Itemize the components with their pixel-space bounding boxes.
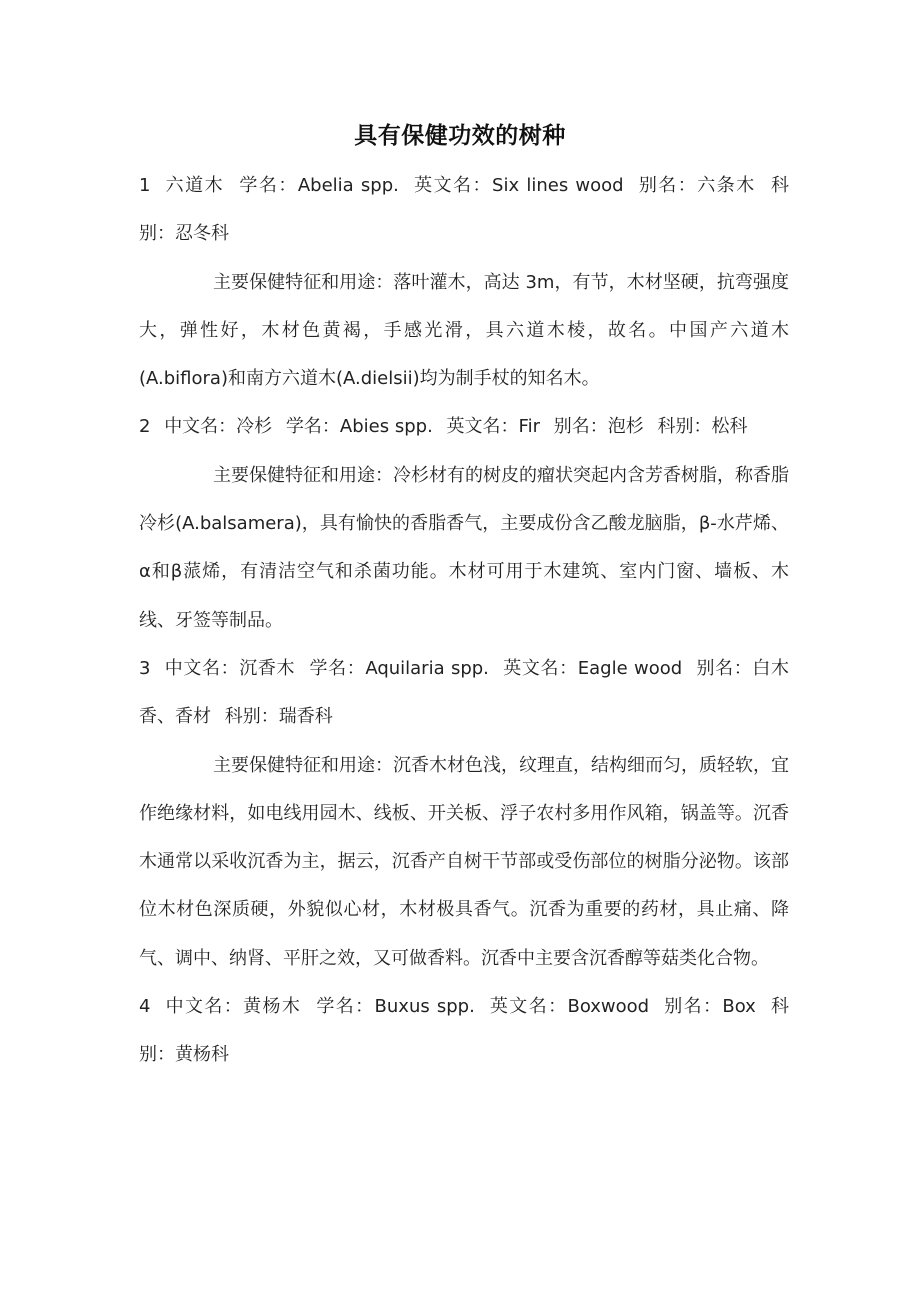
- entry-number: 3: [139, 657, 151, 679]
- entry-number: 4: [139, 996, 151, 1018]
- entry-field: 学名：Aquilaria spp.: [309, 657, 489, 679]
- entry-field: 别名：Box: [664, 996, 756, 1018]
- entry-field: 别名：六条木: [638, 175, 756, 196]
- entry-field: 学名：Buxus spp.: [316, 996, 475, 1018]
- entry-number: 1: [139, 175, 151, 196]
- entry-field: 六道木: [165, 175, 225, 196]
- entry-body-1: 主要保健特征和用途：落叶灌木，高达 3m，有节，木材坚硬，抗弯强度大，弹性好，木材色黄褐，手感光滑，具六道木棱，故名。中国产六道木(A.biflora)和南方六道木(A.dielsii)均为制手杖的知名木。: [139, 271, 789, 390]
- entry-field: 中文名：沉香木: [164, 657, 296, 679]
- entry-field: 科别：松科: [657, 416, 748, 438]
- entry-header-1: [139, 162, 789, 259]
- entry-header-2: [139, 403, 789, 451]
- entry-field: 别名：泡杉: [553, 416, 644, 438]
- entry-field: 中文名：黄杨木: [165, 996, 302, 1018]
- entry-header-3: [139, 645, 789, 742]
- entry-field: 英文名：Boxwood: [489, 996, 650, 1018]
- entry-field: 英文名：Six lines wood: [414, 175, 624, 196]
- entry-field: 科别：黄杨科: [139, 996, 789, 1066]
- page-title: 具有保健功效的树种: [354, 123, 566, 149]
- entry-number: 2: [139, 416, 151, 438]
- entry-field: 中文名：冷杉: [164, 416, 273, 438]
- entry-body-2: 主要保健特征和用途：冷杉材有的树皮的瘤状突起内含芳香树脂，称香脂冷杉(A.balsamera)，具有愉快的香脂香气，主要成份含乙酸龙脑脂，β-水芹烯、α和β蒎烯，有清洁空气和杀菌功能。木材可用于木建筑、室内门窗、墙板、木线、牙签等制品。: [139, 464, 789, 631]
- entry-field: 英文名：Eagle wood: [503, 657, 683, 679]
- entry-field: 英文名：Fir: [446, 416, 540, 438]
- document-content: [139, 162, 789, 1080]
- entry-header-4: [139, 983, 789, 1080]
- entry-field: 学名：Abies spp.: [285, 416, 433, 438]
- entry-body-3: 主要保健特征和用途：沉香木材色浅，纹理直，结构细而匀，质轻软，宜作绝缘材料，如电线用园木、线板、开关板、浮子农村多用作风箱，锅盖等。沉香木通常以采收沉香为主，据云，沉香产自树干节部或受伤部位的树脂分泌物。该部位木材色深质硬，外貌似心材，木材极具香气。沉香为重要的药材，具止痛、降气、调中、纳肾、平肝之效，又可做香料。沉香中主要含沉香醇等菇类化合物。: [139, 754, 789, 969]
- entry-field: 学名：Abelia spp.: [239, 175, 399, 196]
- entry-field: 科别：忍冬科: [139, 175, 789, 245]
- entry-field: 科别：瑞香科: [224, 706, 333, 728]
- entry-field: 别名：白木香、香材: [139, 657, 789, 728]
